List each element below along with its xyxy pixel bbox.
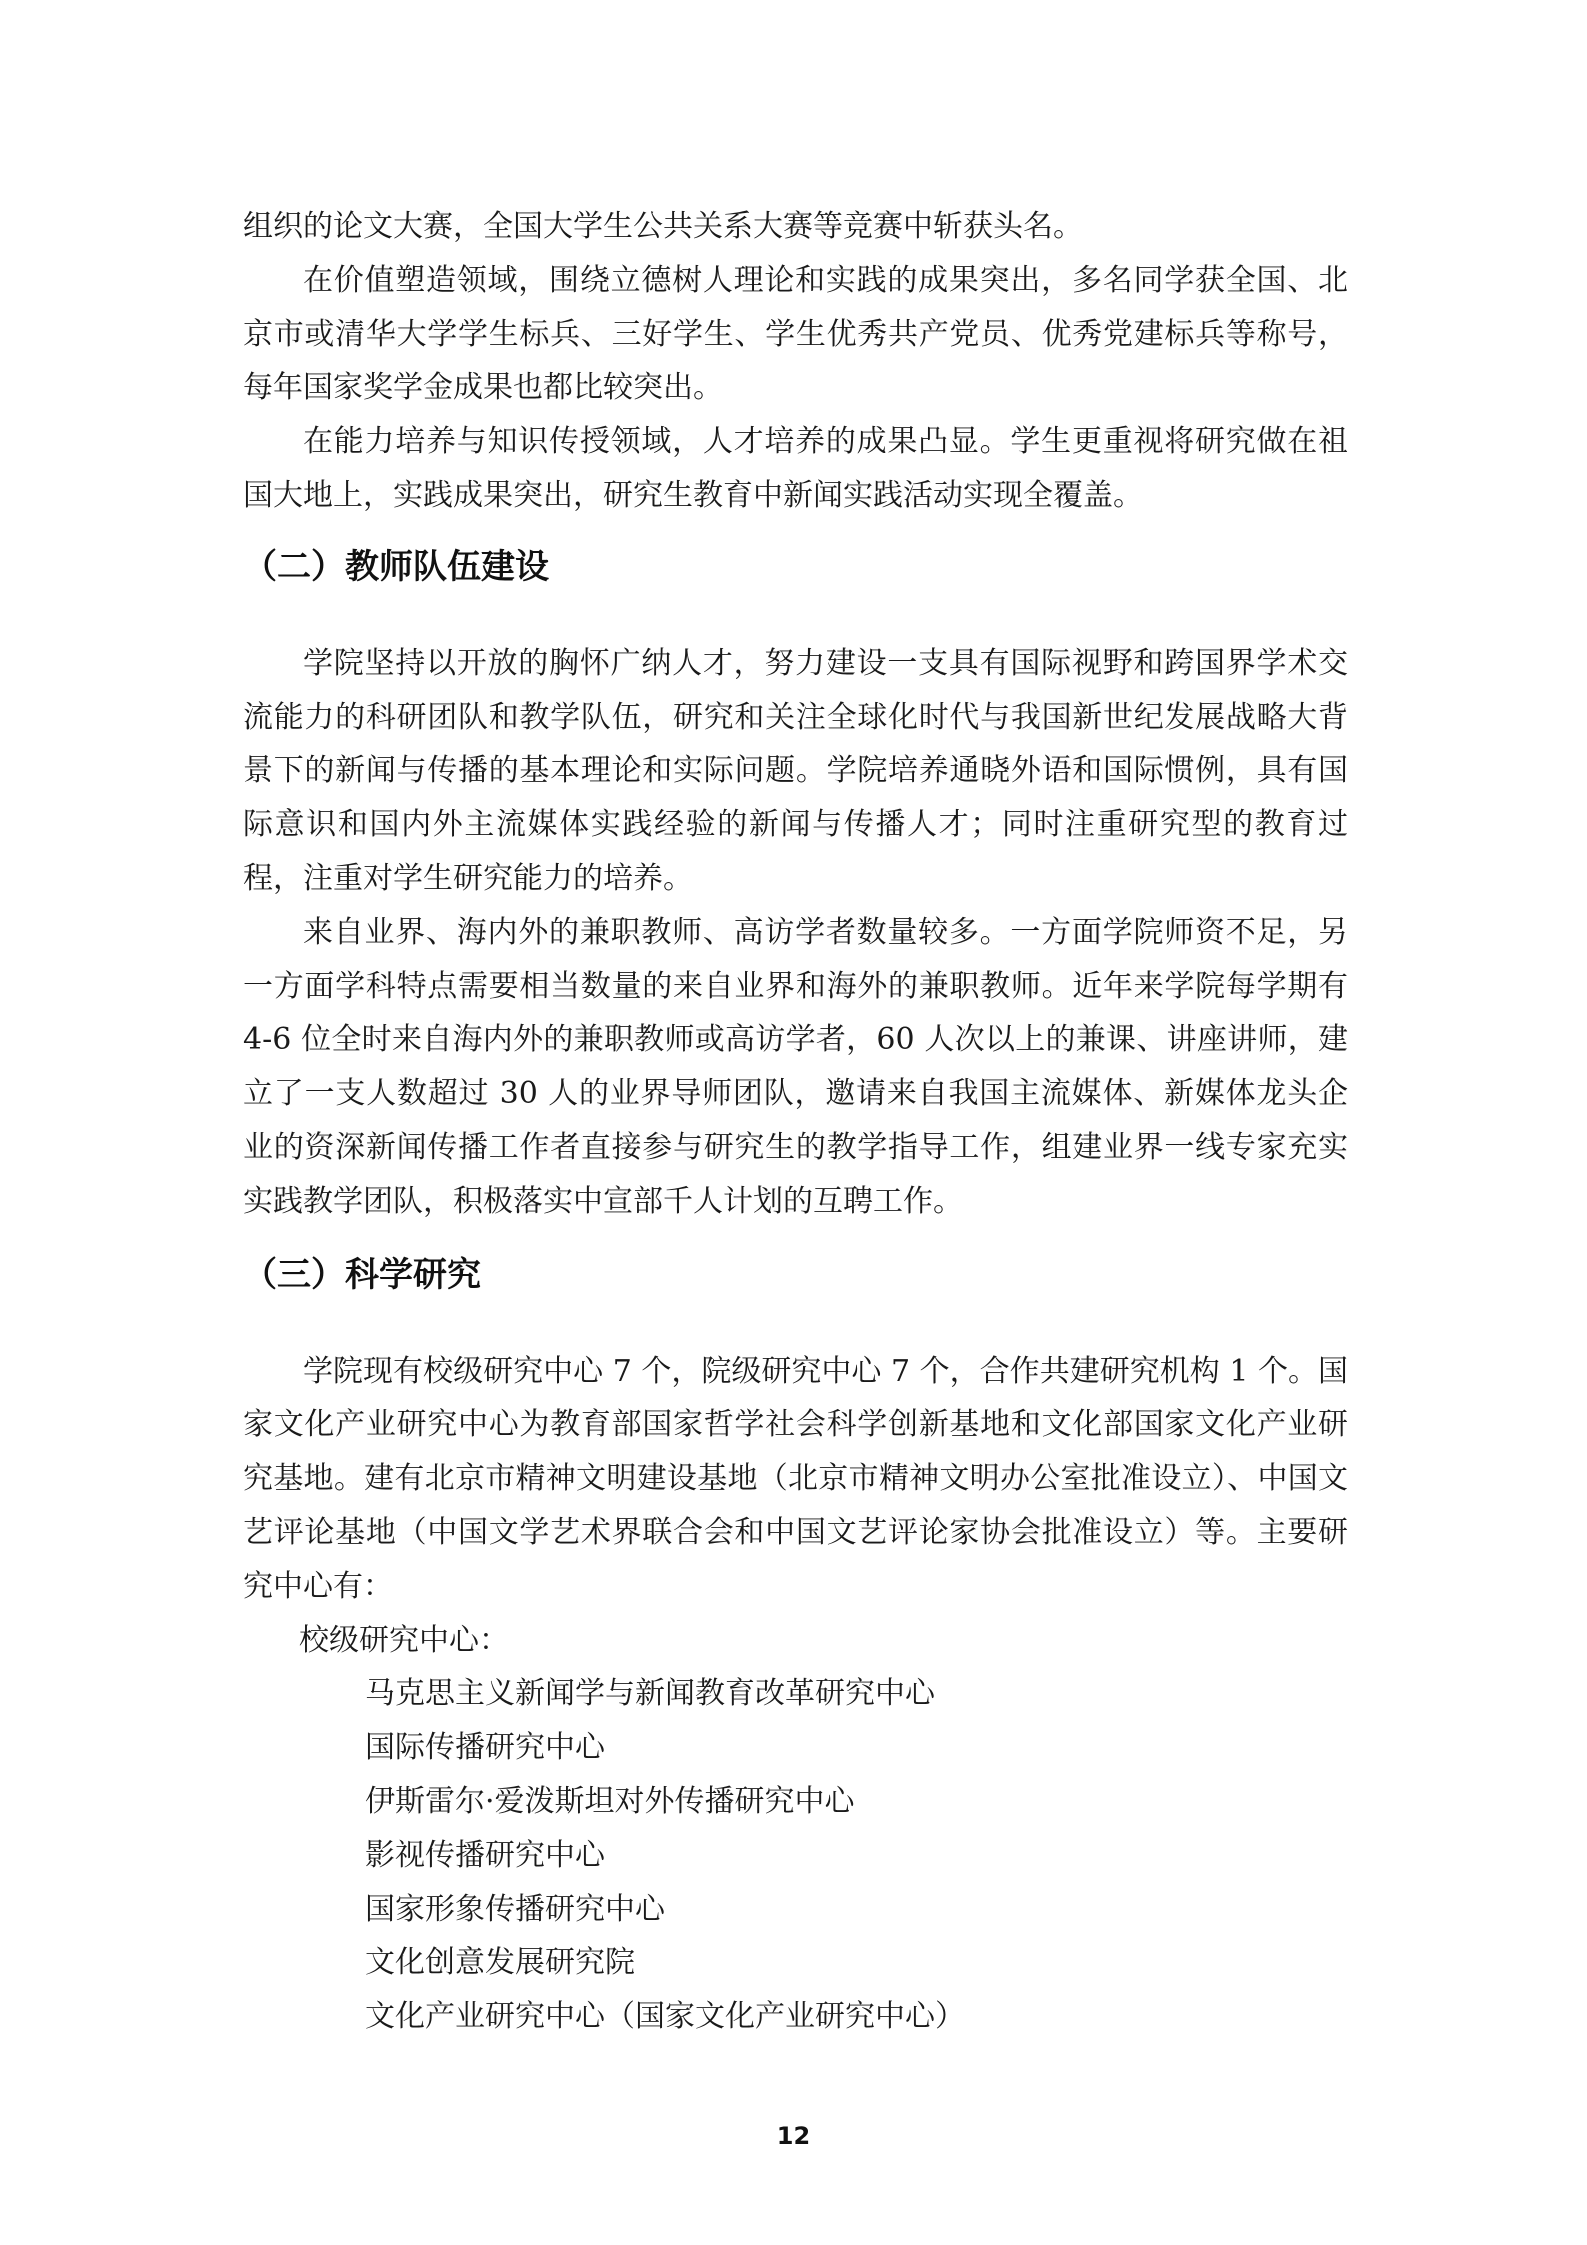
paragraph-competition-results: 组织的论文大赛，全国大学生公共关系大赛等竞赛中斩获头名。: [243, 209, 1083, 244]
list-item: 文化创意发展研究院: [365, 1945, 635, 1981]
page-content: [243, 200, 1348, 2044]
heading-faculty-building: （二）教师队伍建设: [243, 546, 549, 587]
paragraph-part-time-faculty: 来自业界、海内外的兼职教师、高访学者数量较多。一方面学院师资不足，另一方面学科特点需要相当数量的来自业界和海外的兼职教师。近年来学院每学期有 4-6 位全时来自海内外的兼职教师或高访学者，60 人次以上的兼课、讲座讲师，建立了一支人数超过 30 人的业界导师团队，邀请来自我国主流媒体、新媒体龙头企业的资深新闻传播工作者直接参与研究生的教学指导工作，组建业界一线专家充实实践教学团队，积极落实中宣部千人计划的互聘工作。: [243, 914, 1348, 1219]
research-center-list: [243, 1667, 1348, 2044]
list-item: 文化产业研究中心（国家文化产业研究中心）: [365, 1999, 965, 2035]
list-item: 国家形象传播研究中心: [365, 1891, 665, 1927]
paragraph-ability-training: 在能力培养与知识传授领域，人才培养的成果凸显。学生更重视将研究做在祖国大地上，实践成果突出，研究生教育中新闻实践活动实现全覆盖。: [243, 424, 1348, 513]
list-item: 伊斯雷尔·爱泼斯坦对外传播研究中心: [365, 1783, 855, 1819]
list-item: 影视传播研究中心: [365, 1837, 605, 1873]
list-item: 国际传播研究中心: [365, 1730, 605, 1766]
page-number: 12: [776, 2122, 811, 2150]
paragraph-faculty-strategy: 学院坚持以开放的胸怀广纳人才，努力建设一支具有国际视野和跨国界学术交流能力的科研团队和教学队伍，研究和关注全球化时代与我国新世纪发展战略大背景下的新闻与传播的基本理论和实际问题。学院培养通晓外语和国际惯例，具有国际意识和国内外主流媒体实践经验的新闻与传播人才；同时注重研究型的教育过程，注重对学生研究能力的培养。: [243, 645, 1348, 896]
paragraph-value-shaping: 在价值塑造领域，围绕立德树人理论和实践的成果突出，多名同学获全国、北京市或清华大学学生标兵、三好学生、学生优秀共产党员、优秀党建标兵等称号，每年国家奖学金成果也都比较突出。: [243, 262, 1348, 406]
paragraph-research-centers-overview: 学院现有校级研究中心 7 个，院级研究中心 7 个，合作共建研究机构 1 个。国家文化产业研究中心为教育部国家哲学社会科学创新基地和文化部国家文化产业研究基地。建有北京市精神文明建设基地（北京市精神文明办公室批准设立）、中国文艺评论基地（中国文学艺术界联合会和中国文艺评论家协会批准设立）等。主要研究中心有：: [243, 1353, 1348, 1604]
heading-scientific-research: （三）科学研究: [243, 1254, 481, 1295]
school-level-centers-label: 校级研究中心：: [299, 1622, 509, 1658]
list-item: 马克思主义新闻学与新闻教育改革研究中心: [365, 1676, 935, 1712]
